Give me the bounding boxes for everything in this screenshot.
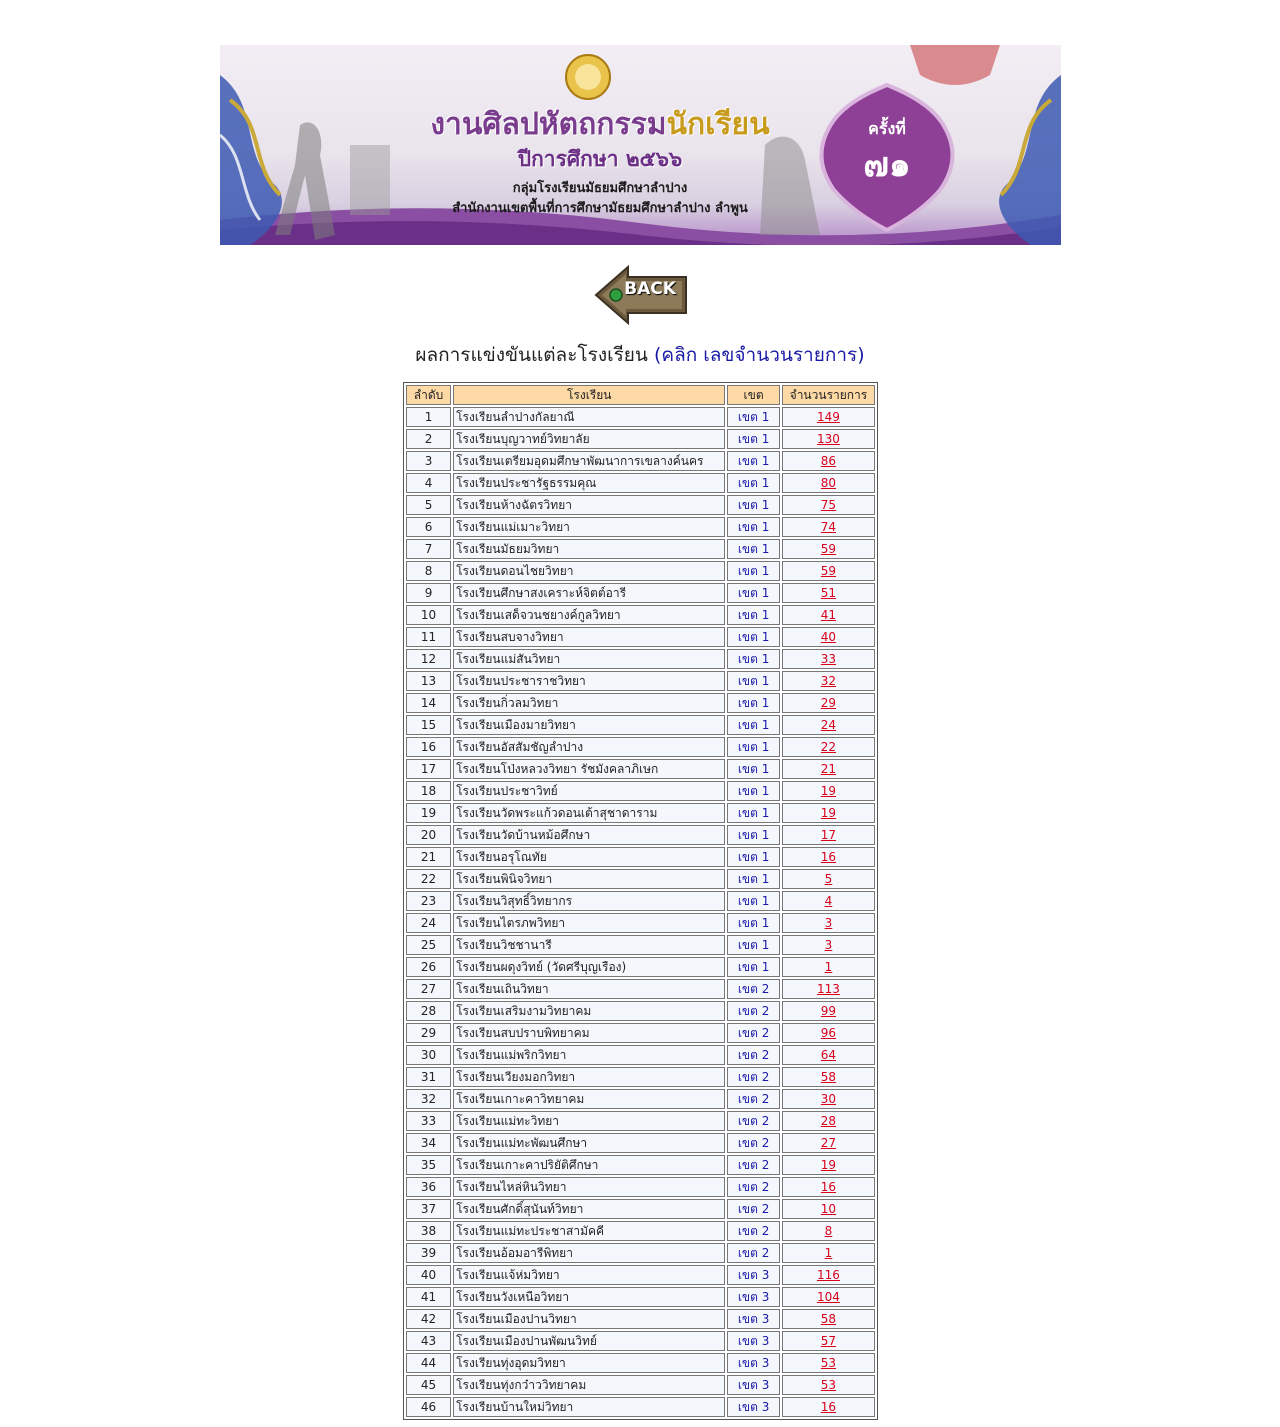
zone-label: เขต 1 [727,913,780,933]
count-link[interactable]: 130 [816,432,840,446]
row-number: 25 [406,935,451,955]
table-row [406,737,875,757]
row-number: 45 [406,1375,451,1395]
zone-label: เขต 1 [727,715,780,735]
count-link[interactable]: 16 [820,1400,837,1414]
table-row [406,1375,875,1395]
results-table [403,382,878,1420]
row-number: 18 [406,781,451,801]
count-cell [782,1375,875,1395]
count-cell [782,1067,875,1087]
row-number: 8 [406,561,451,581]
row-number: 40 [406,1265,451,1285]
school-name: โรงเรียนเกาะคาวิทยาคม [453,1089,725,1109]
table-row [406,825,875,845]
count-link[interactable]: 22 [820,740,837,754]
count-cell [782,495,875,515]
zone-label: เขต 1 [727,891,780,911]
row-number: 46 [406,1397,451,1417]
count-cell [782,473,875,493]
zone-label: เขต 2 [727,1199,780,1219]
row-number: 32 [406,1089,451,1109]
table-row [406,1221,875,1241]
zone-label: เขต 2 [727,1067,780,1087]
row-number: 21 [406,847,451,867]
zone-label: เขต 1 [727,693,780,713]
count-cell [782,1023,875,1043]
table-row [406,979,875,999]
row-number: 30 [406,1045,451,1065]
school-name: โรงเรียนห้างฉัตรวิทยา [453,495,725,515]
count-link[interactable]: 96 [820,1026,837,1040]
count-link[interactable]: 74 [820,520,837,534]
row-number: 24 [406,913,451,933]
table-row [406,1353,875,1373]
banner-badge-number: ๗๑ [863,145,911,185]
school-name: โรงเรียนสบจางวิทยา [453,627,725,647]
table-row [406,429,875,449]
zone-label: เขต 2 [727,1221,780,1241]
count-cell [782,693,875,713]
count-cell [782,1001,875,1021]
count-link[interactable]: 27 [820,1136,837,1150]
count-link[interactable]: 99 [820,1004,837,1018]
zone-label: เขต 1 [727,627,780,647]
table-row [406,1045,875,1065]
school-name: โรงเรียนเมืองมายวิทยา [453,715,725,735]
row-number: 22 [406,869,451,889]
row-number: 16 [406,737,451,757]
row-number: 42 [406,1309,451,1329]
count-link[interactable]: 104 [816,1290,840,1304]
school-name: โรงเรียนศึกษาสงเคราะห์จิตต์อารี [453,583,725,603]
school-name: โรงเรียนแม่สันวิทยา [453,649,725,669]
count-cell [782,1309,875,1329]
table-row [406,1089,875,1109]
school-name: โรงเรียนอรุโณทัย [453,847,725,867]
school-name: โรงเรียนเมืองปานพัฒนวิทย์ [453,1331,725,1351]
school-name: โรงเรียนประชาราชวิทยา [453,671,725,691]
count-cell [782,429,875,449]
count-link[interactable]: 1 [824,1246,833,1260]
count-cell [782,913,875,933]
table-row [406,759,875,779]
count-link[interactable]: 32 [820,674,837,688]
count-cell [782,1199,875,1219]
row-number: 20 [406,825,451,845]
count-cell [782,649,875,669]
table-body [406,407,875,1417]
header-banner [220,45,1061,245]
school-name: โรงเรียนวิสุทธิ์วิทยากร [453,891,725,911]
zone-label: เขต 2 [727,1045,780,1065]
count-link[interactable]: 58 [820,1312,837,1326]
count-cell [782,869,875,889]
count-link[interactable]: 3 [824,938,833,952]
count-cell [782,803,875,823]
table-row [406,913,875,933]
zone-label: เขต 2 [727,1089,780,1109]
row-number: 35 [406,1155,451,1175]
zone-label: เขต 2 [727,1243,780,1263]
row-number: 41 [406,1287,451,1307]
zone-label: เขต 3 [727,1375,780,1395]
count-cell [782,715,875,735]
count-link[interactable]: 75 [820,498,837,512]
school-name: โรงเรียนแม่พริกวิทยา [453,1045,725,1065]
count-cell [782,979,875,999]
zone-label: เขต 3 [727,1287,780,1307]
school-name: โรงเรียนทุ่งกว๋าววิทยาคม [453,1375,725,1395]
header-school: โรงเรียน [453,385,725,405]
table-row [406,1111,875,1131]
row-number: 33 [406,1111,451,1131]
table-row [406,715,875,735]
school-name: โรงเรียนเตรียมอุดมศึกษาพัฒนาการเขลางค์นคร [453,451,725,471]
zone-label: เขต 1 [727,671,780,691]
count-cell [782,781,875,801]
banner-year: ปีการศึกษา ๒๕๖๖ [517,146,683,171]
row-number: 6 [406,517,451,537]
count-cell [782,759,875,779]
zone-label: เขต 3 [727,1331,780,1351]
school-name: โรงเรียนเวียงมอกวิทยา [453,1067,725,1087]
count-link[interactable]: 33 [820,652,837,666]
count-link[interactable]: 51 [820,586,837,600]
zone-label: เขต 3 [727,1397,780,1417]
count-cell [782,891,875,911]
count-link[interactable]: 19 [820,806,837,820]
table-row [406,1309,875,1329]
row-number: 7 [406,539,451,559]
zone-label: เขต 2 [727,1155,780,1175]
zone-label: เขต 1 [727,429,780,449]
school-name: โรงเรียนบ้านใหม่วิทยา [453,1397,725,1417]
row-number: 19 [406,803,451,823]
school-name: โรงเรียนสบปราบพิทยาคม [453,1023,725,1043]
zone-label: เขต 1 [727,407,780,427]
school-name: โรงเรียนวัดพระแก้วดอนเต้าสุชาดาราม [453,803,725,823]
school-name: โรงเรียนไหล่หินวิทยา [453,1177,725,1197]
table-row [406,561,875,581]
count-cell [782,1155,875,1175]
count-cell [782,1265,875,1285]
table-row [406,539,875,559]
count-link[interactable]: 80 [820,476,837,490]
count-link[interactable]: 86 [820,454,837,468]
zone-label: เขต 1 [727,451,780,471]
count-link[interactable]: 4 [824,894,833,908]
table-row [406,1067,875,1087]
count-link[interactable]: 16 [820,1180,837,1194]
count-cell [782,1089,875,1109]
zone-label: เขต 1 [727,737,780,757]
table-row [406,1331,875,1351]
count-cell [782,605,875,625]
zone-label: เขต 2 [727,1111,780,1131]
count-cell [782,539,875,559]
row-number: 27 [406,979,451,999]
zone-label: เขต 1 [727,825,780,845]
table-row [406,583,875,603]
table-row [406,1397,875,1417]
zone-label: เขต 1 [727,869,780,889]
school-name: โรงเรียนแม่เมาะวิทยา [453,517,725,537]
zone-label: เขต 1 [727,957,780,977]
table-header-row [406,385,875,405]
school-name: โรงเรียนผดุงวิทย์ (วัดศรีบุญเรือง) [453,957,725,977]
count-link[interactable]: 58 [820,1070,837,1084]
row-number: 13 [406,671,451,691]
row-number: 2 [406,429,451,449]
school-name: โรงเรียนเสริมงามวิทยาคม [453,1001,725,1021]
table-row [406,473,875,493]
header-count: จำนวนรายการ [782,385,875,405]
zone-label: เขต 1 [727,803,780,823]
count-cell [782,1397,875,1417]
table-row [406,1155,875,1175]
school-name: โรงเรียนไตรภพวิทยา [453,913,725,933]
count-cell [782,451,875,471]
zone-label: เขต 3 [727,1353,780,1373]
table-row [406,1287,875,1307]
count-link[interactable]: 17 [820,828,837,842]
table-row [406,1199,875,1219]
school-name: โรงเรียนเมืองปานวิทยา [453,1309,725,1329]
school-name: โรงเรียนโป่งหลวงวิทยา รัชมังคลาภิเษก [453,759,725,779]
table-row [406,1133,875,1153]
header-zone: เขต [727,385,780,405]
table-row [406,1243,875,1263]
back-button[interactable] [594,265,690,325]
table-row [406,869,875,889]
zone-label: เขต 1 [727,539,780,559]
count-cell [782,847,875,867]
row-number: 34 [406,1133,451,1153]
table-row [406,1023,875,1043]
count-link[interactable]: 40 [820,630,837,644]
zone-label: เขต 1 [727,495,780,515]
count-cell [782,1331,875,1351]
count-link[interactable]: 5 [824,872,833,886]
school-name: โรงเรียนแม่ทะประชาสามัคคี [453,1221,725,1241]
row-number: 9 [406,583,451,603]
count-link[interactable]: 53 [820,1356,837,1370]
row-number: 1 [406,407,451,427]
school-name: โรงเรียนแจ้ห่มวิทยา [453,1265,725,1285]
zone-label: เขต 1 [727,847,780,867]
count-cell [782,1045,875,1065]
back-button-label: BACK [624,279,676,299]
count-cell [782,935,875,955]
table-row [406,517,875,537]
row-number: 3 [406,451,451,471]
count-link[interactable]: 24 [820,718,837,732]
count-cell [782,1133,875,1153]
count-link[interactable]: 149 [816,410,840,424]
school-name: โรงเรียนดอนไชยวิทยา [453,561,725,581]
zone-label: เขต 2 [727,1001,780,1021]
count-cell [782,627,875,647]
school-name: โรงเรียนประชารัฐธรรมคุณ [453,473,725,493]
count-cell [782,407,875,427]
count-link[interactable]: 28 [820,1114,837,1128]
count-cell [782,1353,875,1373]
zone-label: เขต 3 [727,1309,780,1329]
count-cell [782,737,875,757]
count-link[interactable]: 116 [816,1268,840,1282]
table-row [406,451,875,471]
school-name: โรงเรียนมัธยมวิทยา [453,539,725,559]
row-number: 11 [406,627,451,647]
row-number: 38 [406,1221,451,1241]
banner-org-line1: กลุ่มโรงเรียนมัธยมศึกษาลำปาง [512,181,688,196]
school-name: โรงเรียนลำปางกัลยาณี [453,407,725,427]
count-cell [782,1287,875,1307]
count-link[interactable]: 53 [820,1378,837,1392]
count-link[interactable]: 59 [820,542,837,556]
row-number: 14 [406,693,451,713]
zone-label: เขต 2 [727,1133,780,1153]
row-number: 12 [406,649,451,669]
row-number: 31 [406,1067,451,1087]
count-cell [782,825,875,845]
row-number: 10 [406,605,451,625]
school-name: โรงเรียนทุ่งอุดมวิทยา [453,1353,725,1373]
school-name: โรงเรียนเกาะคาปริยัติศึกษา [453,1155,725,1175]
school-name: โรงเรียนกิ่วลมวิทยา [453,693,725,713]
count-cell [782,561,875,581]
zone-label: เขต 1 [727,759,780,779]
count-link[interactable]: 21 [820,762,837,776]
zone-label: เขต 1 [727,605,780,625]
count-cell [782,583,875,603]
count-link[interactable]: 64 [820,1048,837,1062]
banner-org-line2: สำนักงานเขตพื้นที่การศึกษามัธยมศึกษาลำปาง ลำพูน [452,201,748,216]
row-number: 26 [406,957,451,977]
row-number: 4 [406,473,451,493]
page-title-text: ผลการแข่งขันแต่ละโรงเรียน [415,344,648,366]
school-name: โรงเรียนแม่ทะวิทยา [453,1111,725,1131]
row-number: 36 [406,1177,451,1197]
count-link[interactable]: 30 [820,1092,837,1106]
table-row [406,781,875,801]
zone-label: เขต 2 [727,1023,780,1043]
school-name: โรงเรียนเถินวิทยา [453,979,725,999]
count-link[interactable]: 16 [820,850,837,864]
table-row [406,605,875,625]
table-row [406,671,875,691]
count-link[interactable]: 29 [820,696,837,710]
header-no: ลำดับ [406,385,451,405]
table-row [406,1001,875,1021]
row-number: 44 [406,1353,451,1373]
school-name: โรงเรียนวิชชานารี [453,935,725,955]
count-cell [782,517,875,537]
table-row [406,693,875,713]
zone-label: เขต 1 [727,935,780,955]
row-number: 5 [406,495,451,515]
zone-label: เขต 3 [727,1265,780,1285]
row-number: 37 [406,1199,451,1219]
table-row [406,627,875,647]
table-row [406,891,875,911]
school-name: โรงเรียนแม่ทะพัฒนศึกษา [453,1133,725,1153]
count-cell [782,1177,875,1197]
row-number: 15 [406,715,451,735]
row-number: 17 [406,759,451,779]
row-number: 28 [406,1001,451,1021]
zone-label: เขต 2 [727,979,780,999]
row-number: 39 [406,1243,451,1263]
count-link[interactable]: 57 [820,1334,837,1348]
zone-label: เขต 1 [727,473,780,493]
row-number: 23 [406,891,451,911]
count-link[interactable]: 41 [820,608,837,622]
row-number: 29 [406,1023,451,1043]
school-name: โรงเรียนบุญวาทย์วิทยาลัย [453,429,725,449]
school-name: โรงเรียนประชาวิทย์ [453,781,725,801]
table-row [406,407,875,427]
table-row [406,935,875,955]
table-row [406,649,875,669]
school-name: โรงเรียนอัสสัมชัญลำปาง [453,737,725,757]
count-cell [782,957,875,977]
banner-title: งานศิลปหัตถกรรมนักเรียน [430,107,770,142]
count-link[interactable]: 1 [824,960,833,974]
page-title-hint: (คลิก เลขจำนวนรายการ) [653,344,865,366]
table-row [406,495,875,515]
table-row [406,1177,875,1197]
row-number: 43 [406,1331,451,1351]
count-link[interactable]: 19 [820,784,837,798]
zone-label: เขต 2 [727,1177,780,1197]
count-cell [782,671,875,691]
zone-label: เขต 1 [727,583,780,603]
count-cell [782,1111,875,1131]
school-name: โรงเรียนอ้อมอารีพิทยา [453,1243,725,1263]
count-link[interactable]: 8 [824,1224,833,1238]
count-link[interactable]: 59 [820,564,837,578]
page-title [0,340,1280,370]
table-row [406,1265,875,1285]
banner-badge-label: ครั้งที่ [868,119,906,138]
count-link[interactable]: 113 [816,982,840,996]
count-link[interactable]: 3 [824,916,833,930]
count-cell [782,1221,875,1241]
count-link[interactable]: 10 [820,1202,837,1216]
school-name: โรงเรียนศักดิ์สุนันท์วิทยา [453,1199,725,1219]
school-name: โรงเรียนวัดบ้านหม้อศึกษา [453,825,725,845]
count-link[interactable]: 19 [820,1158,837,1172]
count-cell [782,1243,875,1263]
school-name: โรงเรียนวังเหนือวิทยา [453,1287,725,1307]
zone-label: เขต 1 [727,517,780,537]
school-name: โรงเรียนพินิจวิทยา [453,869,725,889]
table-row [406,957,875,977]
table-row [406,803,875,823]
zone-label: เขต 1 [727,649,780,669]
zone-label: เขต 1 [727,561,780,581]
zone-label: เขต 1 [727,781,780,801]
school-name: โรงเรียนเสด็จวนชยางค์กูลวิทยา [453,605,725,625]
table-row [406,847,875,867]
